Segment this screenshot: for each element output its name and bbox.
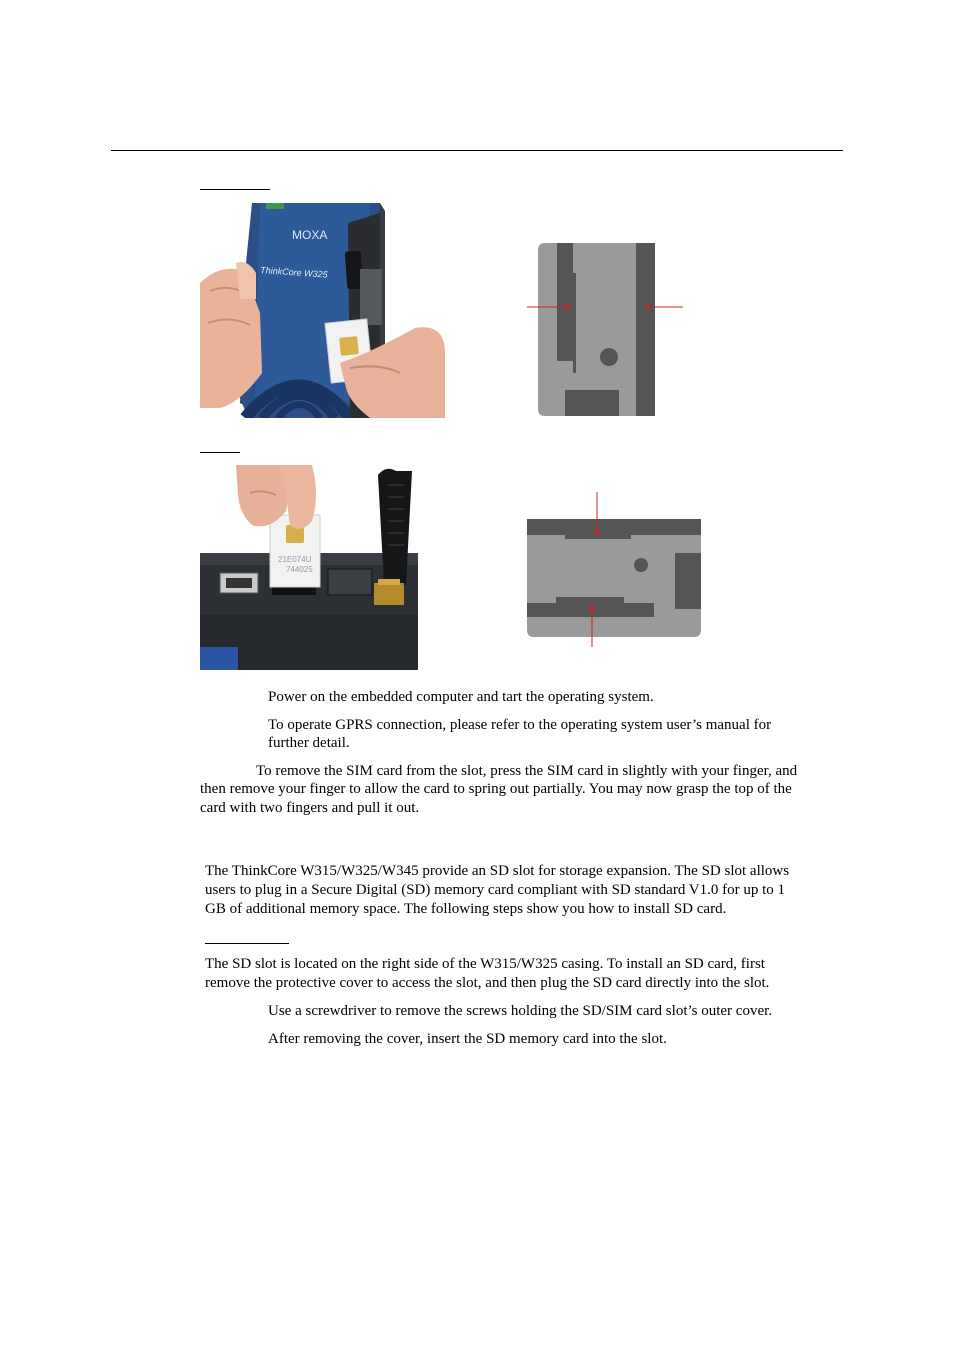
sd-intro-line-2: users to plug in a Secure Digital (SD) memory card compliant with SD standard V1.0 for up to 1 [205,882,786,898]
remove-sim-line-3: card with two fingers and pull it out. [200,800,420,816]
step-gprs-line-1: To operate GPRS connection, please refer to the operating system user’s manual for [268,717,772,733]
card-print-line-1: 21E074U [278,555,312,564]
step-gprs-line-2: further detail. [268,735,350,751]
card-print-line-2: 744025 [286,565,313,574]
step-power-on: Power on the embedded computer and tart the operating system. [268,689,654,705]
device-brand-text: MOXA [292,228,328,242]
figure2-label-underline [200,452,240,453]
remove-sim-line-2: then remove your finger to allow the card to spring out partially. You may now grasp the top of the [200,781,792,797]
sd-location-line-1: The SD slot is located on the right side of the W315/W325 casing. To install an SD card, first [205,956,765,972]
sd-step-insert-card: After removing the cover, insert the SD memory card into the slot. [268,1031,667,1047]
device-model-text: ThinkCore W325 [259,265,328,280]
sd-location-line-2: remove the protective cover to access the slot, and then plug the SD card directly into the slot. [205,975,770,991]
sd-step-remove-cover: Use a screwdriver to remove the screws holding the SD/SIM card slot’s outer cover. [268,1003,773,1019]
sd-intro-line-1: The ThinkCore W315/W325/W345 provide an SD slot for storage expansion. The SD slot allows [205,863,790,879]
diagram-sim-slot-vertical [525,240,690,420]
sd-intro-line-3: GB of additional memory space. The following steps show you how to install SD card. [205,901,727,917]
diagram-sim-slot-horizontal [520,490,710,650]
photo-sim-insert-top [200,465,418,670]
header-rule [111,150,843,151]
figure1-label-underline [200,189,270,190]
sd-section-label-underline [205,943,289,944]
photo-sim-insert-side [200,203,445,418]
remove-sim-line-1: To remove the SIM card from the slot, press the SIM card in slightly with your finger, and [256,763,798,779]
